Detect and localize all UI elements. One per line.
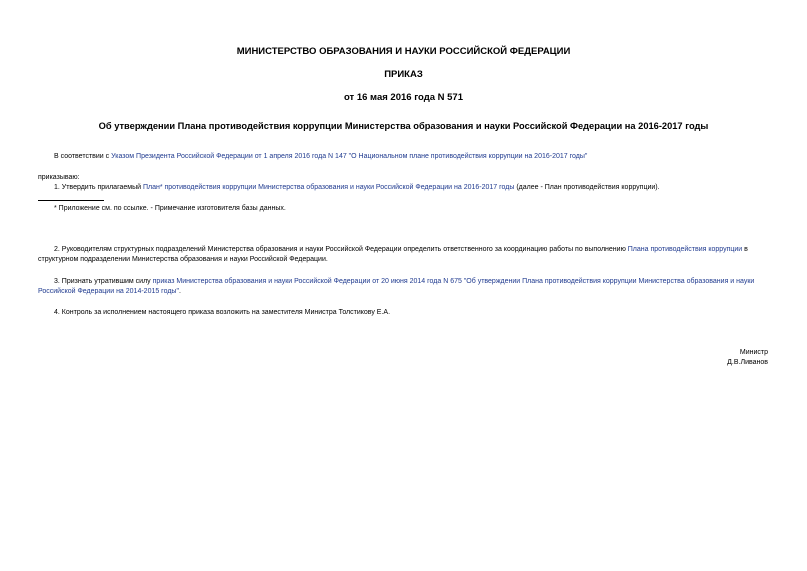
footnote-text: * Приложение см. по ссылке. - Примечание изготовителя базы данных. <box>54 205 286 212</box>
repealed-order-link[interactable]: приказ Министерства образования и науки Российской Федерации от 20 июня 2014 года N 675 "Об утверждении Плана противодействия коррупции Министерства образования и науки <box>152 278 755 285</box>
item-1-tail: (далее - План противодействия коррупции). <box>514 184 660 191</box>
preamble-lead: В соответствии с <box>54 153 112 160</box>
item-2-line-2: структурном подразделении Министерства образования и науки Российской Федерации. <box>38 256 328 263</box>
anti-corruption-plan-link[interactable]: План* противодействия коррупции Министерства образования и науки Российской Федерации на 2016-2017 годы <box>142 184 515 191</box>
plan-link[interactable]: Плана противодействия коррупции <box>627 246 743 253</box>
item-2-paragraph <box>54 245 748 256</box>
ministry-heading: МИНИСТЕРСТВО ОБРАЗОВАНИЯ И НАУКИ РОССИЙСКОЙ ФЕДЕРАЦИИ <box>236 46 571 57</box>
document-title: Об утверждении Плана противодействия коррупции Министерства образования и науки Российской Федерации на 2016-2017 годы <box>98 121 709 131</box>
doc-type-heading: ПРИКАЗ <box>384 69 423 80</box>
item-3-lead: 3. Признать утратившим силу <box>54 278 153 285</box>
item-1-lead: 1. Утвердить прилагаемый <box>54 184 143 191</box>
item-2-lead: 2. Руководителям структурных подразделений Министерства образования и науки Российской Федерации определить ответственного за координацию работы по выполнению <box>54 246 628 253</box>
signature-position: Министр <box>739 349 768 356</box>
item-3-line-2 <box>38 287 181 298</box>
order-word: приказываю: <box>38 174 80 181</box>
item-1-paragraph <box>54 183 660 194</box>
item-3-paragraph <box>54 277 754 288</box>
item-4-paragraph: 4. Контроль за исполнением настоящего приказа возложить на заместителя Министра Толстикову Е.А. <box>54 309 391 316</box>
presidential-decree-link[interactable]: Указом Президента Российской Федерации от 1 апреля 2016 года N 147 "О Национальном плане противодействия коррупции на 2016-2017 годы" <box>111 153 588 160</box>
item-3-tail: . <box>178 288 181 295</box>
footnote-divider <box>38 200 104 201</box>
repealed-order-link-cont[interactable]: Российской Федерации на 2014-2015 годы" <box>38 288 179 295</box>
date-number-heading: от 16 мая 2016 года N 571 <box>343 92 464 103</box>
item-2-tail: в <box>742 246 748 253</box>
signature-name: Д.В.Ливанов <box>727 359 768 366</box>
preamble-paragraph <box>54 152 587 163</box>
